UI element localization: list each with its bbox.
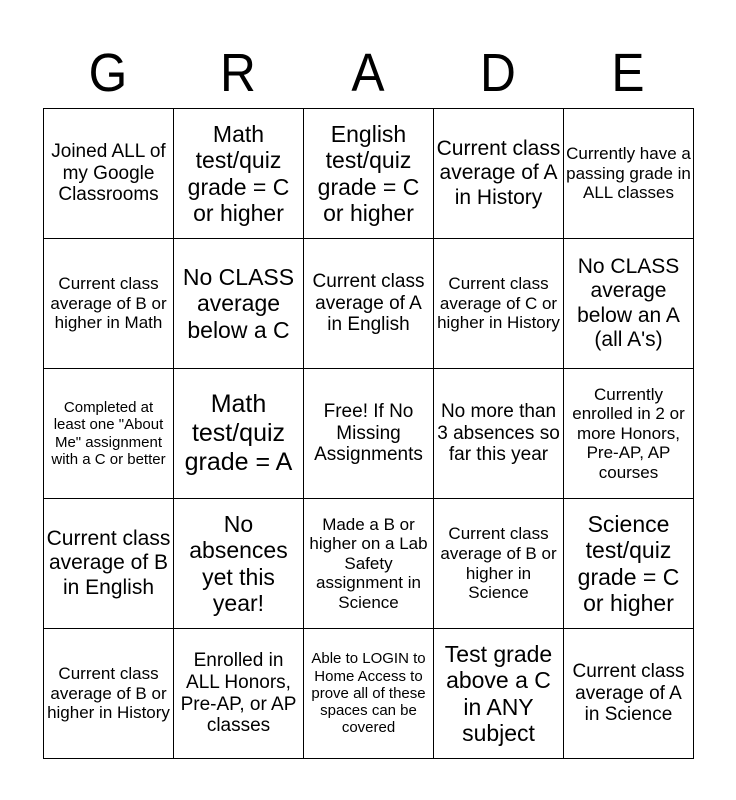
board-row <box>44 629 694 759</box>
board-row <box>44 109 694 239</box>
bingo-cell[interactable]: Completed at least one "About Me" assignment with a C or better <box>44 369 174 499</box>
board-row <box>44 369 694 499</box>
bingo-cell[interactable]: Enrolled in ALL Honors, Pre-AP, or AP classes <box>174 629 304 759</box>
bingo-cell[interactable]: Current class average of A in English <box>304 239 434 369</box>
header-letter-g: G <box>88 43 128 103</box>
bingo-cell[interactable]: Science test/quiz grade = C or higher <box>564 499 694 629</box>
board-row <box>44 499 694 629</box>
bingo-board <box>43 108 694 759</box>
bingo-cell[interactable]: Current class average of C or higher in History <box>434 239 564 369</box>
bingo-cell[interactable]: Current class average of B in English <box>44 499 174 629</box>
bingo-cell[interactable]: Current class average of B or higher in History <box>44 629 174 759</box>
header-letter-e: E <box>611 43 645 103</box>
bingo-cell[interactable]: No CLASS average below a C <box>174 239 304 369</box>
bingo-cell[interactable]: Math test/quiz grade = A <box>174 369 304 499</box>
bingo-cell[interactable]: Current class average of B or higher in Science <box>434 499 564 629</box>
bingo-cell[interactable]: Made a B or higher on a Lab Safety assignment in Science <box>304 499 434 629</box>
bingo-cell[interactable]: English test/quiz grade = C or higher <box>304 109 434 239</box>
bingo-cell[interactable]: Math test/quiz grade = C or higher <box>174 109 304 239</box>
bingo-cell[interactable]: Current class average of A in Science <box>564 629 694 759</box>
bingo-cell[interactable]: No absences yet this year! <box>174 499 304 629</box>
bingo-cell[interactable]: No CLASS average below an A (all A's) <box>564 239 694 369</box>
bingo-header <box>43 40 693 106</box>
bingo-cell[interactable]: Current class average of B or higher in Math <box>44 239 174 369</box>
bingo-cell[interactable]: Test grade above a C in ANY subject <box>434 629 564 759</box>
bingo-cell[interactable]: Current class average of A in History <box>434 109 564 239</box>
bingo-cell[interactable]: No more than 3 absences so far this year <box>434 369 564 499</box>
bingo-cell[interactable]: Currently enrolled in 2 or more Honors, Pre-AP, AP courses <box>564 369 694 499</box>
bingo-cell[interactable]: Currently have a passing grade in ALL classes <box>564 109 694 239</box>
header-letter-d: D <box>480 43 516 103</box>
bingo-cell[interactable]: Joined ALL of my Google Classrooms <box>44 109 174 239</box>
header-letter-a: A <box>351 43 385 103</box>
bingo-cell[interactable]: Able to LOGIN to Home Access to prove all of these spaces can be covered <box>304 629 434 759</box>
header-letter-r: R <box>220 43 256 103</box>
bingo-cell[interactable]: Free! If No Missing Assignments <box>304 369 434 499</box>
board-row <box>44 239 694 369</box>
